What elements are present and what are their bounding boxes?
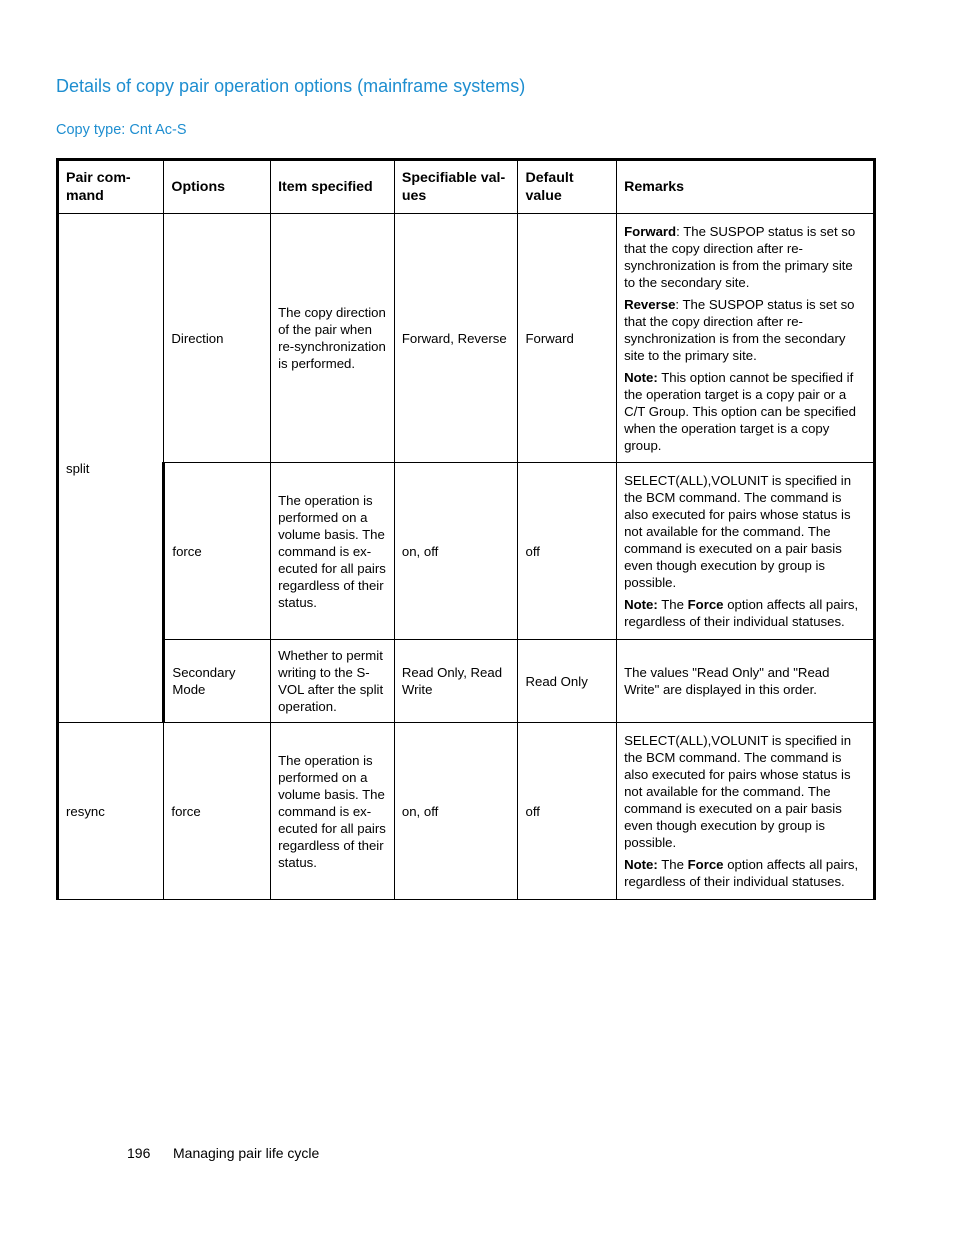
pair-command-split: split xyxy=(58,214,164,723)
remark-reverse: Reverse: The SUSPOP status is set so that the copy direction after re-synchronization is from the secondary site to the primary site. xyxy=(624,296,855,363)
section-heading: Details of copy pair operation options (mainframe systems) xyxy=(56,76,526,96)
footer-section-title: Managing pair life cycle xyxy=(173,1145,320,1161)
remark-note: Note: The Force option affects all pairs, regardless of their individual statuses. xyxy=(624,597,859,629)
values-cell: Forward, Reverse xyxy=(394,214,518,463)
remarks-cell xyxy=(617,723,875,900)
default-cell: off xyxy=(518,463,617,640)
remark-note: Note: The Force option affects all pairs, regardless of their individual statuses. xyxy=(624,857,859,889)
values-cell: on, off xyxy=(394,723,518,900)
remark-forward: Forward: The SUSPOP status is set so that the copy direction after re-synchronization is from the primary site to the secondary site. xyxy=(624,223,856,290)
default-cell: Forward xyxy=(518,214,617,463)
remarks-cell xyxy=(617,214,875,463)
remark-text: SELECT(ALL),VOLUNIT is specified in the BCM command. The command is also executed for pairs whose status is not available for the command. The command is executed on a pair basis even though execution by group is possible. xyxy=(624,473,852,590)
pair-command-resync: resync xyxy=(58,723,164,900)
header-pair-command: Pair com- mand xyxy=(58,160,164,214)
values-cell: Read Only, Read Write xyxy=(394,640,518,723)
table-row xyxy=(58,463,875,640)
option-cell: force xyxy=(164,723,271,900)
remark-text: SELECT(ALL),VOLUNIT is specified in the BCM command. The command is also executed for pairs whose status is not available for the command. The command is executed on a pair basis even though execution by group is possible. xyxy=(624,733,852,850)
item-cell: The operation is performed on a volume basis. The command is ex-ecuted for all pairs regardless of their status. xyxy=(271,463,395,640)
item-cell: The copy direction of the pair when re-synchronization is performed. xyxy=(271,214,395,463)
table-row xyxy=(58,214,875,463)
table-row xyxy=(58,640,875,723)
copy-pair-options-table xyxy=(56,158,876,900)
remark-note: Note: This option cannot be specified if the operation target is a copy pair or a C/T Group. This option can be specified when the operation target is a copy group. xyxy=(624,369,856,453)
option-cell: force xyxy=(164,463,271,640)
table-row xyxy=(58,723,875,900)
header-remarks: Remarks xyxy=(617,160,875,214)
page-number: 196 xyxy=(127,1145,151,1161)
option-cell: Direction xyxy=(164,214,271,463)
table-header-row xyxy=(58,160,875,214)
header-item-specified: Item specified xyxy=(271,160,395,214)
values-cell: on, off xyxy=(394,463,518,640)
header-specifiable-values: Specifiable val- ues xyxy=(394,160,518,214)
default-cell: Read Only xyxy=(518,640,617,723)
copy-type-subheading: Copy type: Cnt Ac-S xyxy=(56,122,187,138)
header-default-value: Default value xyxy=(518,160,617,214)
option-cell: Secondary Mode xyxy=(164,640,271,723)
header-options: Options xyxy=(164,160,271,214)
default-cell: off xyxy=(518,723,617,900)
item-cell: Whether to permit writing to the S-VOL after the split operation. xyxy=(271,640,395,723)
remarks-cell xyxy=(617,463,875,640)
item-cell: The operation is performed on a volume basis. The command is ex-ecuted for all pairs regardless of their status. xyxy=(271,723,395,900)
page-footer xyxy=(127,1145,319,1161)
remarks-cell: The values "Read Only" and "Read Write" are displayed in this order. xyxy=(617,640,875,723)
